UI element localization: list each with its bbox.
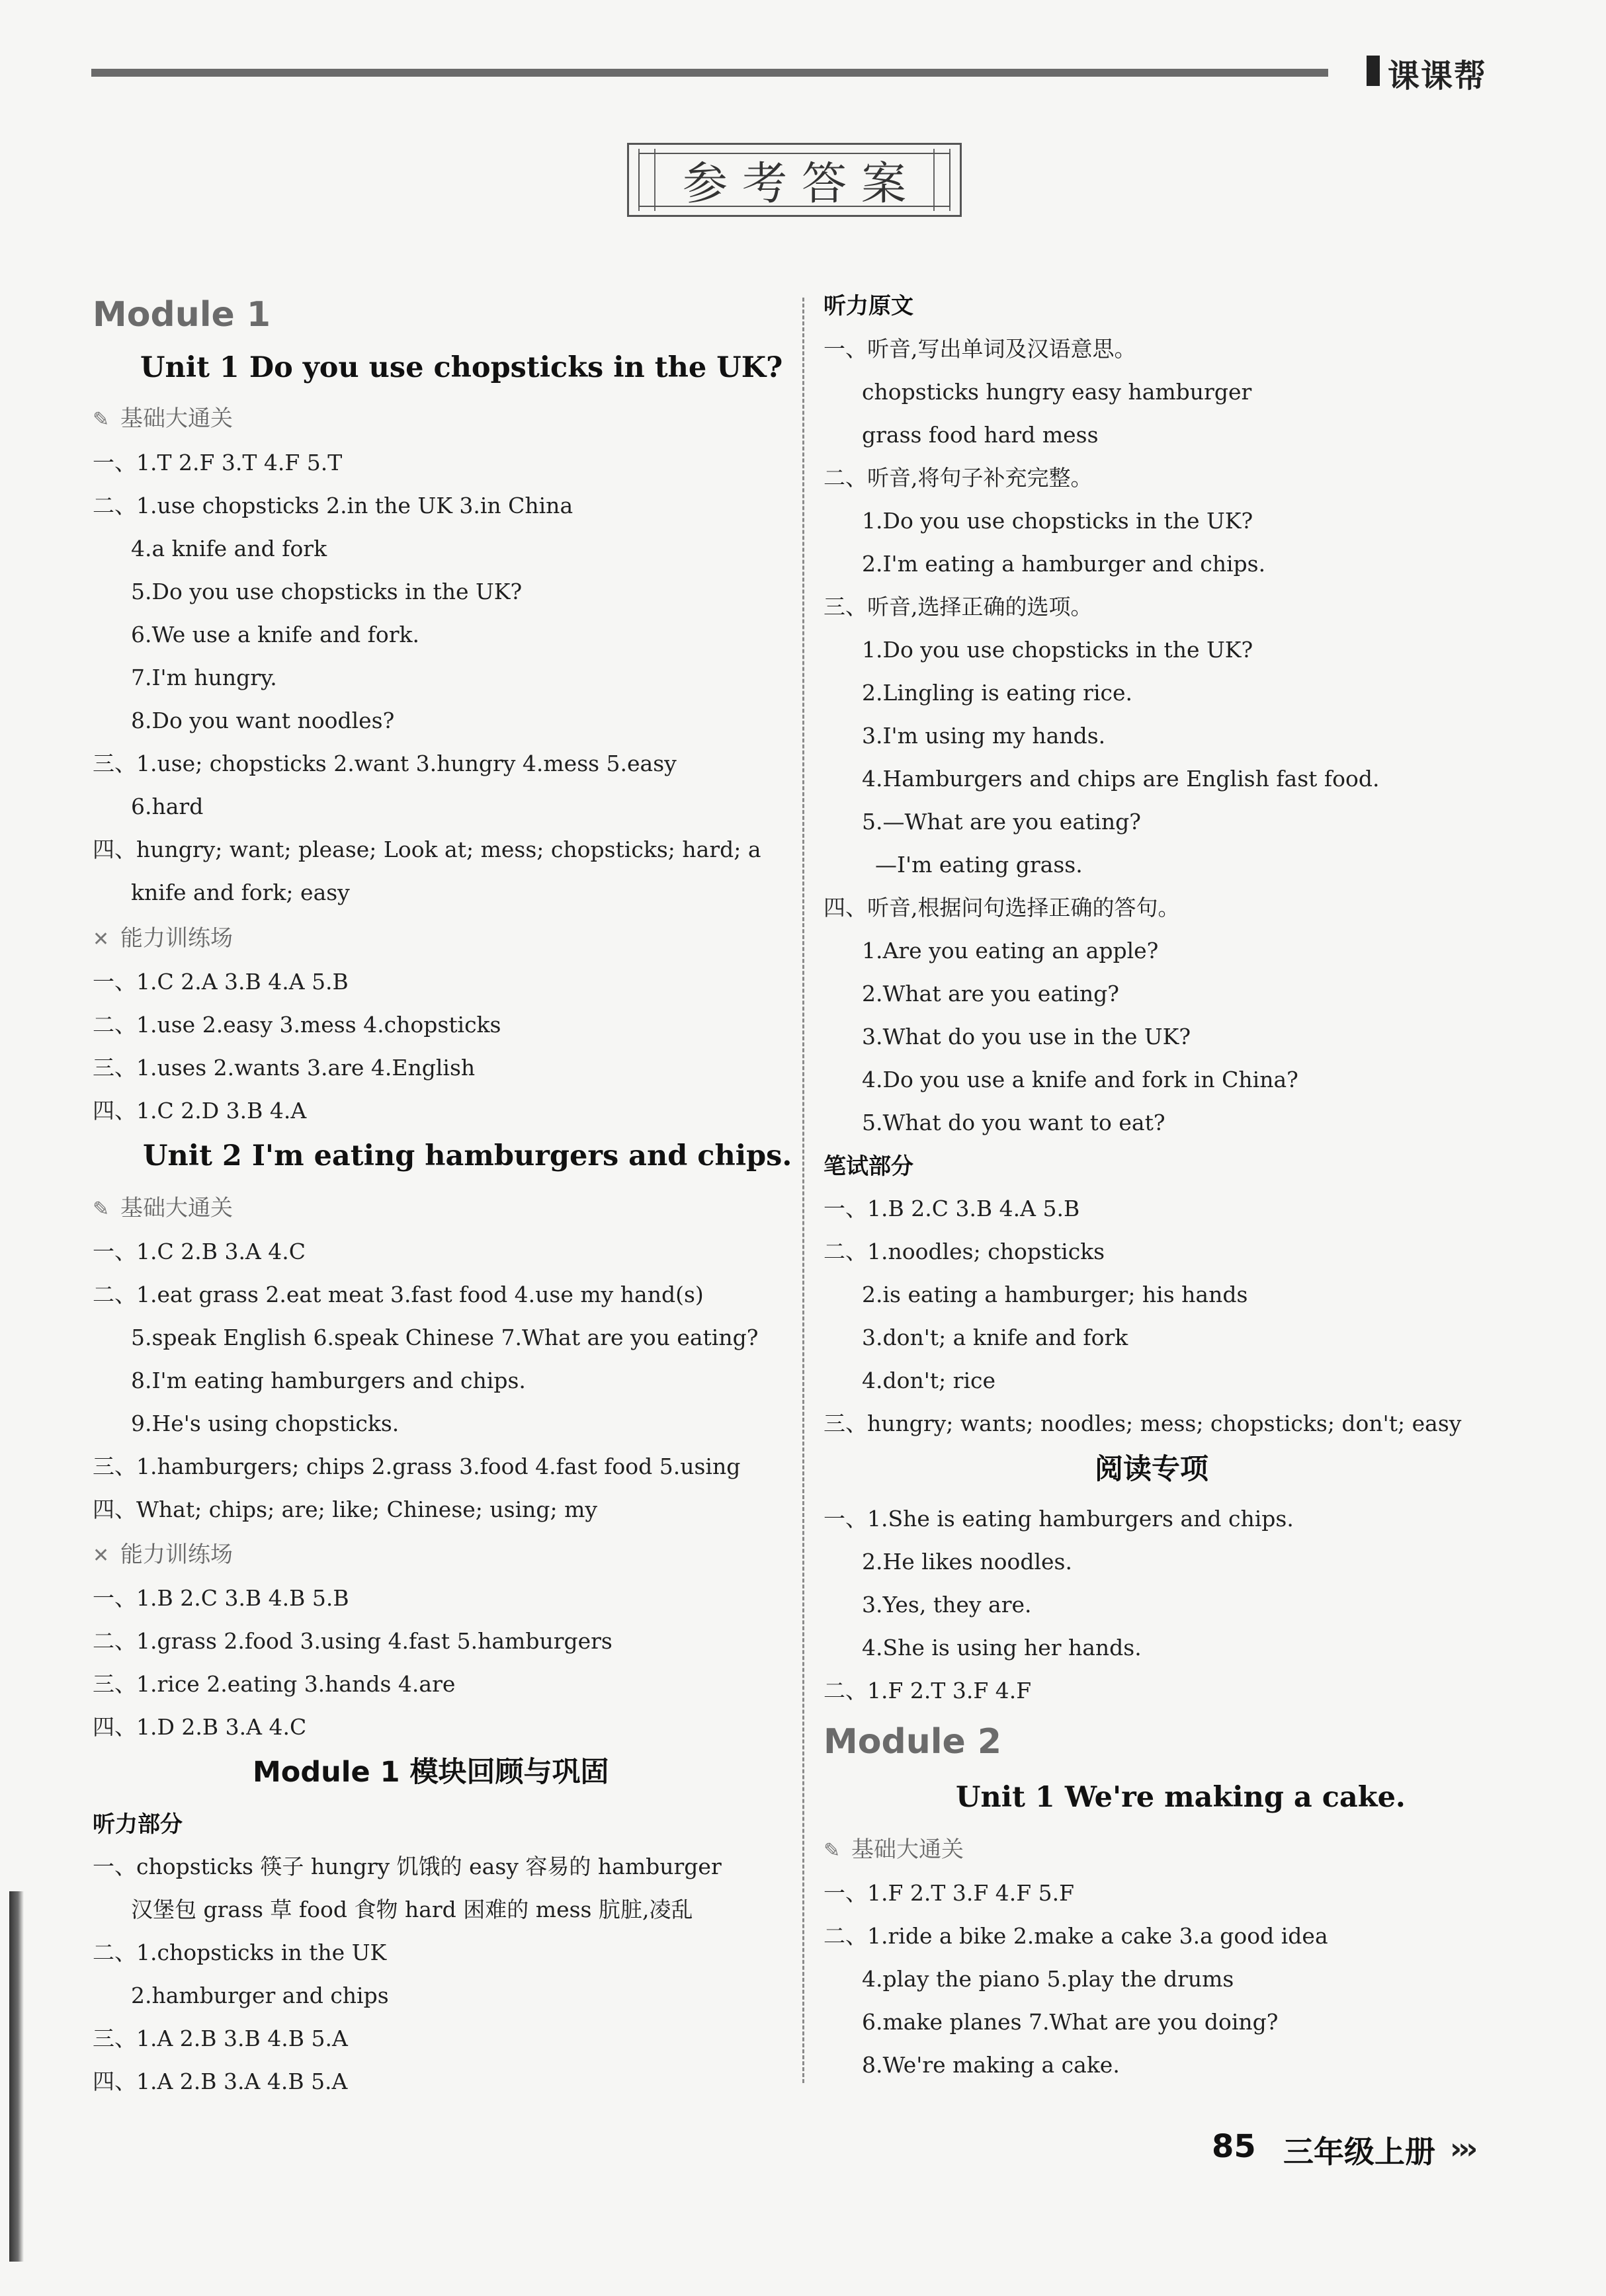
answer-line: 5.speak English 6.speak Chinese 7.What are you eating? bbox=[131, 1325, 759, 1350]
script-line: 1.Do you use chopsticks in the UK? bbox=[862, 508, 1253, 534]
answer-line: 三、1.use; chopsticks 2.want 3.hungry 4.mess 5.easy bbox=[93, 751, 677, 776]
answer-line: 二、1.chopsticks in the UK bbox=[93, 1940, 387, 1965]
brand-bar bbox=[1367, 56, 1380, 86]
answer-line: 二、1.grass 2.food 3.using 4.fast 5.hamburgers bbox=[93, 1628, 613, 1654]
script-line: —I'm eating grass. bbox=[875, 852, 1083, 878]
script-line: grass food hard mess bbox=[862, 422, 1099, 448]
answer-line: 三、1.A 2.B 3.B 4.B 5.A bbox=[93, 2026, 348, 2051]
page-title-box bbox=[627, 143, 962, 217]
answer-line: 4.don't; rice bbox=[862, 1368, 996, 1393]
answer-line: 4.She is using her hands. bbox=[862, 1635, 1142, 1660]
script-line: 4.Hamburgers and chips are English fast food. bbox=[862, 766, 1380, 792]
script-line: 5.What do you want to eat? bbox=[862, 1110, 1165, 1135]
answer-line: 3.Yes, they are. bbox=[862, 1592, 1032, 1618]
section-ability: ✕ 能力训练场 bbox=[93, 924, 233, 954]
answer-line: 四、1.A 2.B 3.A 4.B 5.A bbox=[93, 2069, 348, 2094]
script-line: chopsticks hungry easy hamburger bbox=[862, 379, 1252, 405]
answer-line: 8.I'm eating hamburgers and chips. bbox=[131, 1368, 526, 1393]
header-rule bbox=[91, 69, 1328, 77]
answer-line: 四、hungry; want; please; Look at; mess; chopsticks; hard; a bbox=[93, 837, 761, 862]
page-number: 85 bbox=[1212, 2128, 1256, 2165]
answer-line: 7.I'm hungry. bbox=[131, 665, 277, 690]
pencil-icon: ✎ bbox=[93, 408, 110, 431]
module-heading: Module 2 bbox=[824, 1722, 1002, 1762]
answer-line: 一、1.C 2.B 3.A 4.C bbox=[93, 1239, 306, 1264]
answer-line: 9.He's using chopsticks. bbox=[131, 1411, 400, 1436]
answer-line: 4.a knife and fork bbox=[131, 536, 327, 561]
script-line: 3.I'm using my hands. bbox=[862, 723, 1106, 749]
script-line: 一、听音,写出单词及汉语意思。 bbox=[824, 336, 1136, 362]
script-line: 3.What do you use in the UK? bbox=[862, 1024, 1191, 1049]
script-line: 二、听音,将句子补充完整。 bbox=[824, 465, 1093, 491]
answer-line: 3.don't; a knife and fork bbox=[862, 1325, 1128, 1350]
answer-line: 二、1.use chopsticks 2.in the UK 3.in China bbox=[93, 493, 573, 518]
answer-line: 汉堡包 grass 草 food 食物 hard 困难的 mess 肮脏,凌乱 bbox=[131, 1897, 693, 1922]
answer-line: 三、1.rice 2.eating 3.hands 4.are bbox=[93, 1671, 456, 1697]
answer-line: knife and fork; easy bbox=[131, 880, 350, 905]
unit-heading: Unit 2 I'm eating hamburgers and chips. bbox=[143, 1139, 792, 1172]
answer-line: 2.hamburger and chips bbox=[131, 1983, 389, 2008]
answer-line: 一、1.B 2.C 3.B 4.A 5.B bbox=[824, 1196, 1080, 1221]
chevron-right-icon: ››› bbox=[1450, 2132, 1474, 2166]
section-basic: ✎ 基础大通关 bbox=[93, 1194, 233, 1223]
answer-line: 2.is eating a hamburger; his hands bbox=[862, 1282, 1248, 1307]
script-line: 4.Do you use a knife and fork in China? bbox=[862, 1067, 1298, 1092]
column-divider bbox=[802, 298, 804, 2083]
section-ability: ✕ 能力训练场 bbox=[93, 1541, 233, 1570]
page-title: 参考答案 bbox=[682, 157, 921, 210]
answer-line: 5.Do you use chopsticks in the UK? bbox=[131, 579, 523, 604]
script-line: 四、听音,根据问句选择正确的答句。 bbox=[824, 895, 1180, 921]
pencil-icon: ✎ bbox=[824, 1839, 841, 1862]
written-part-heading: 笔试部分 bbox=[824, 1153, 913, 1180]
answer-line: 6.We use a knife and fork. bbox=[131, 622, 420, 647]
answer-line: 一、1.C 2.A 3.B 4.A 5.B bbox=[93, 969, 349, 995]
answer-line: 三、hungry; wants; noodles; mess; chopsticks; don't; easy bbox=[824, 1411, 1462, 1436]
scan-edge-shadow bbox=[9, 1891, 24, 2262]
listening-part-heading: 听力部分 bbox=[93, 1811, 183, 1838]
answer-line: 一、chopsticks 筷子 hungry 饥饿的 easy 容易的 hamburger bbox=[93, 1854, 722, 1879]
answer-line: 二、1.noodles; chopsticks bbox=[824, 1239, 1105, 1264]
answer-line: 一、1.She is eating hamburgers and chips. bbox=[824, 1506, 1294, 1532]
answer-line: 二、1.F 2.T 3.F 4.F bbox=[824, 1678, 1032, 1703]
review-heading: Module 1 模块回顾与巩固 bbox=[253, 1756, 609, 1789]
answer-line: 8.Do you want noodles? bbox=[131, 708, 395, 733]
grade-label: 三年级上册 bbox=[1283, 2134, 1435, 2170]
reading-heading: 阅读专项 bbox=[1095, 1453, 1208, 1486]
listening-script-heading: 听力原文 bbox=[824, 293, 913, 319]
answer-line: 三、1.uses 2.wants 3.are 4.English bbox=[93, 1055, 476, 1081]
module-heading: Module 1 bbox=[93, 295, 271, 335]
answer-line: 二、1.eat grass 2.eat meat 3.fast food 4.use my hand(s) bbox=[93, 1282, 704, 1307]
answer-line: 一、1.F 2.T 3.F 4.F 5.F bbox=[824, 1880, 1074, 1906]
unit-heading: Unit 1 We're making a cake. bbox=[956, 1781, 1406, 1814]
script-line: 1.Do you use chopsticks in the UK? bbox=[862, 637, 1253, 663]
script-line: 2.I'm eating a hamburger and chips. bbox=[862, 551, 1266, 577]
answer-line: 二、1.ride a bike 2.make a cake 3.a good idea bbox=[824, 1923, 1328, 1949]
answer-line: 6.make planes 7.What are you doing? bbox=[862, 2009, 1279, 2035]
answer-line: 三、1.hamburgers; chips 2.grass 3.food 4.fast food 5.using bbox=[93, 1454, 741, 1479]
brand-name: 课课帮 bbox=[1388, 58, 1488, 95]
answer-line: 4.play the piano 5.play the drums bbox=[862, 1966, 1234, 1992]
script-line: 5.—What are you eating? bbox=[862, 809, 1141, 835]
answer-line: 四、What; chips; are; like; Chinese; using; my bbox=[93, 1496, 598, 1522]
section-basic: ✎ 基础大通关 bbox=[824, 1836, 964, 1865]
answer-line: 一、1.B 2.C 3.B 4.B 5.B bbox=[93, 1585, 349, 1611]
unit-heading: Unit 1 Do you use chopsticks in the UK? bbox=[140, 351, 783, 384]
script-line: 1.Are you eating an apple? bbox=[862, 938, 1159, 964]
answer-line: 四、1.D 2.B 3.A 4.C bbox=[93, 1714, 307, 1740]
answer-line: 一、1.T 2.F 3.T 4.F 5.T bbox=[93, 450, 343, 475]
pencil-icon: ✎ bbox=[93, 1198, 110, 1221]
answer-line: 四、1.C 2.D 3.B 4.A bbox=[93, 1098, 307, 1124]
answer-line: 8.We're making a cake. bbox=[862, 2052, 1120, 2078]
section-basic: ✎ 基础大通关 bbox=[93, 405, 233, 434]
script-line: 2.Lingling is eating rice. bbox=[862, 680, 1133, 706]
answer-line: 6.hard bbox=[131, 794, 204, 819]
tools-icon: ✕ bbox=[93, 928, 110, 951]
answer-line: 二、1.use 2.easy 3.mess 4.chopsticks bbox=[93, 1012, 501, 1038]
tools-icon: ✕ bbox=[93, 1544, 110, 1567]
answer-line: 2.He likes noodles. bbox=[862, 1549, 1072, 1575]
script-line: 2.What are you eating? bbox=[862, 981, 1119, 1006]
script-line: 三、听音,选择正确的选项。 bbox=[824, 594, 1093, 620]
